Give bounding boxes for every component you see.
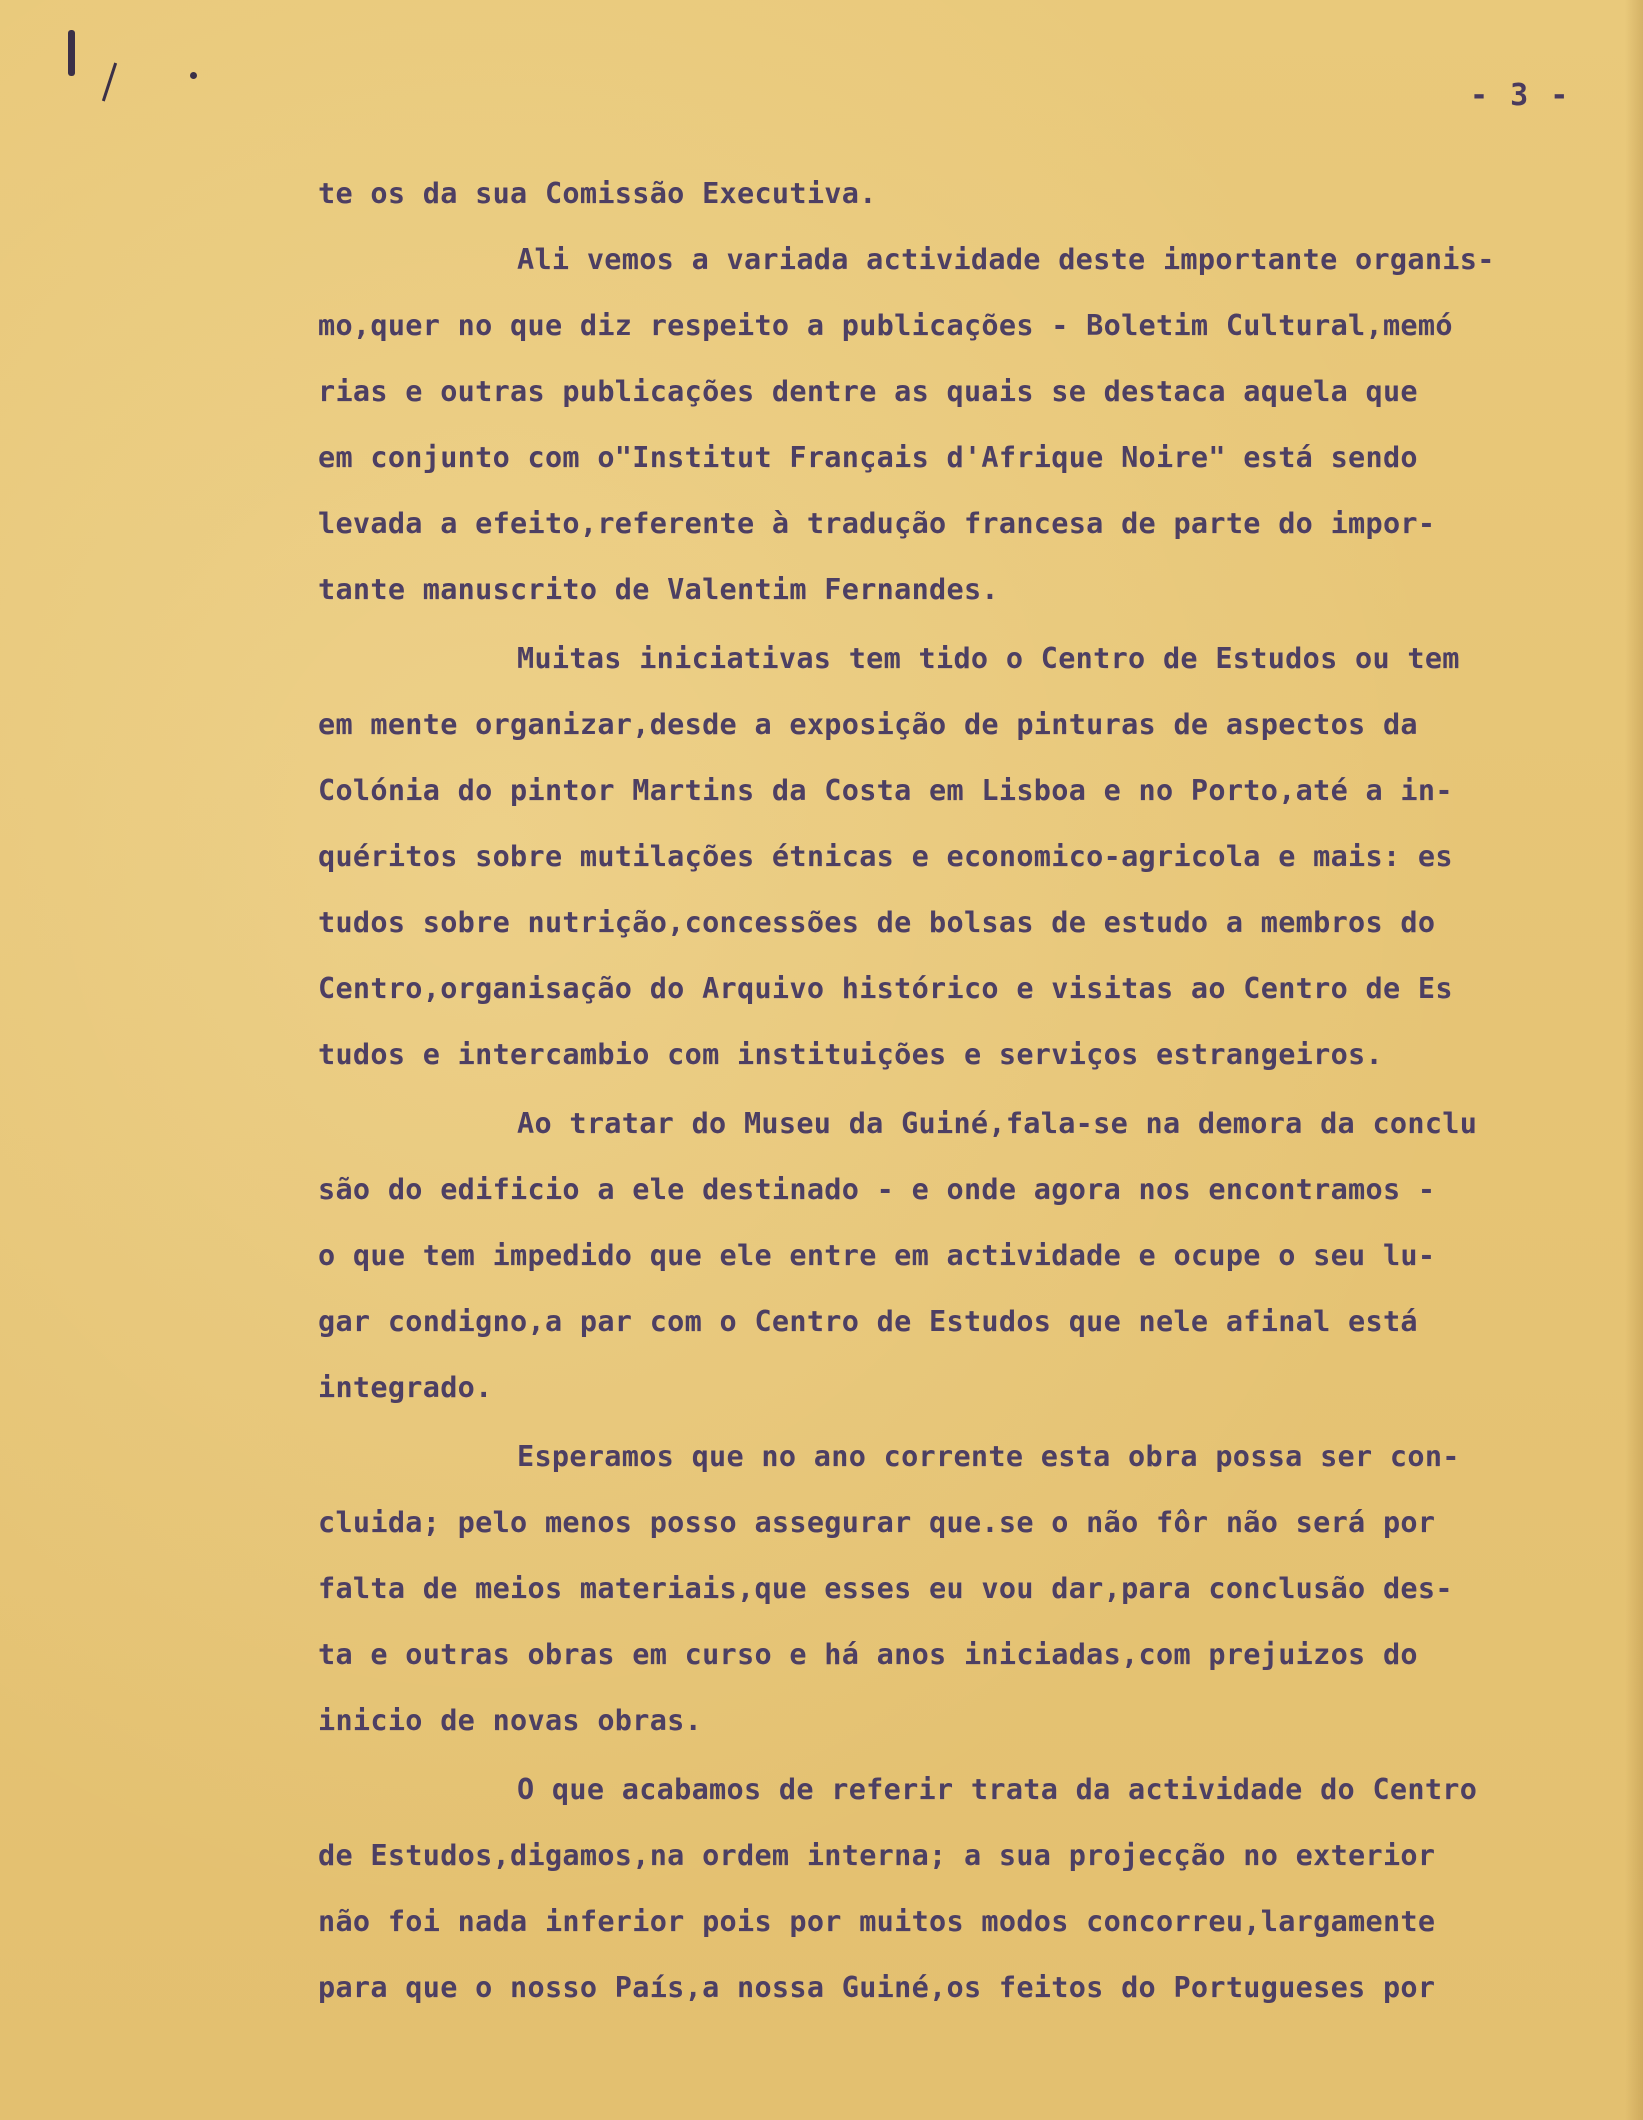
text-line: em conjunto com o"Institut Français d'Afrique Noire" está sendo: [318, 441, 1418, 474]
text-line: em mente organizar,desde a exposição de pinturas de aspectos da: [318, 708, 1418, 741]
text-line: mo,quer no que diz respeito a publicações - Boletim Cultural,memó: [318, 309, 1453, 342]
text-line: Ali vemos a variada actividade deste importante organis-: [517, 243, 1495, 276]
text-line: Esperamos que no ano corrente esta obra possa ser con-: [517, 1440, 1460, 1473]
text-line: são do edificio a ele destinado - e onde agora nos encontramos -: [318, 1173, 1436, 1206]
text-line: falta de meios materiais,que esses eu vou dar,para conclusão des-: [318, 1572, 1453, 1605]
text-line: O que acabamos de referir trata da actividade do Centro: [517, 1773, 1478, 1806]
text-line: Ao tratar do Museu da Guiné,fala-se na demora da conclu: [517, 1107, 1478, 1140]
text-line: Muitas iniciativas tem tido o Centro de Estudos ou tem: [517, 642, 1460, 675]
text-line: o que tem impedido que ele entre em actividade e ocupe o seu lu-: [318, 1239, 1436, 1272]
text-line: integrado.: [318, 1371, 493, 1404]
text-line: ta e outras obras em curso e há anos iniciadas,com prejuizos do: [318, 1638, 1418, 1671]
ink-mark: [102, 63, 117, 102]
ink-mark: [68, 30, 75, 76]
text-line: rias e outras publicações dentre as quais se destaca aquela que: [318, 375, 1418, 408]
text-line: de Estudos,digamos,na ordem interna; a sua projecção no exterior: [318, 1839, 1436, 1872]
text-line: levada a efeito,referente à tradução francesa de parte do impor-: [318, 507, 1436, 540]
text-line: Colónia do pintor Martins da Costa em Lisboa e no Porto,até a in-: [318, 774, 1453, 807]
text-line: te os da sua Comissão Executiva.: [318, 177, 877, 210]
page-number: - 3 -: [1470, 78, 1571, 113]
paper-edge: [1625, 0, 1643, 2120]
text-line: tudos sobre nutrição,concessões de bolsas de estudo a membros do: [318, 906, 1436, 939]
ink-mark: [190, 72, 197, 79]
text-line: tudos e intercambio com instituições e serviços estrangeiros.: [318, 1038, 1383, 1071]
text-line: para que o nosso País,a nossa Guiné,os feitos do Portugueses por: [318, 1971, 1436, 2004]
text-line: quéritos sobre mutilações étnicas e economico-agricola e mais: es: [318, 840, 1453, 873]
text-line: tante manuscrito de Valentim Fernandes.: [318, 573, 999, 606]
text-line: não foi nada inferior pois por muitos modos concorreu,largamente: [318, 1905, 1436, 1938]
text-line: Centro,organisação do Arquivo histórico e visitas ao Centro de Es: [318, 972, 1453, 1005]
text-line: cluida; pelo menos posso assegurar que.se o não fôr não será por: [318, 1506, 1436, 1539]
text-line: gar condigno,a par com o Centro de Estudos que nele afinal está: [318, 1305, 1418, 1338]
text-line: inicio de novas obras.: [318, 1704, 703, 1737]
